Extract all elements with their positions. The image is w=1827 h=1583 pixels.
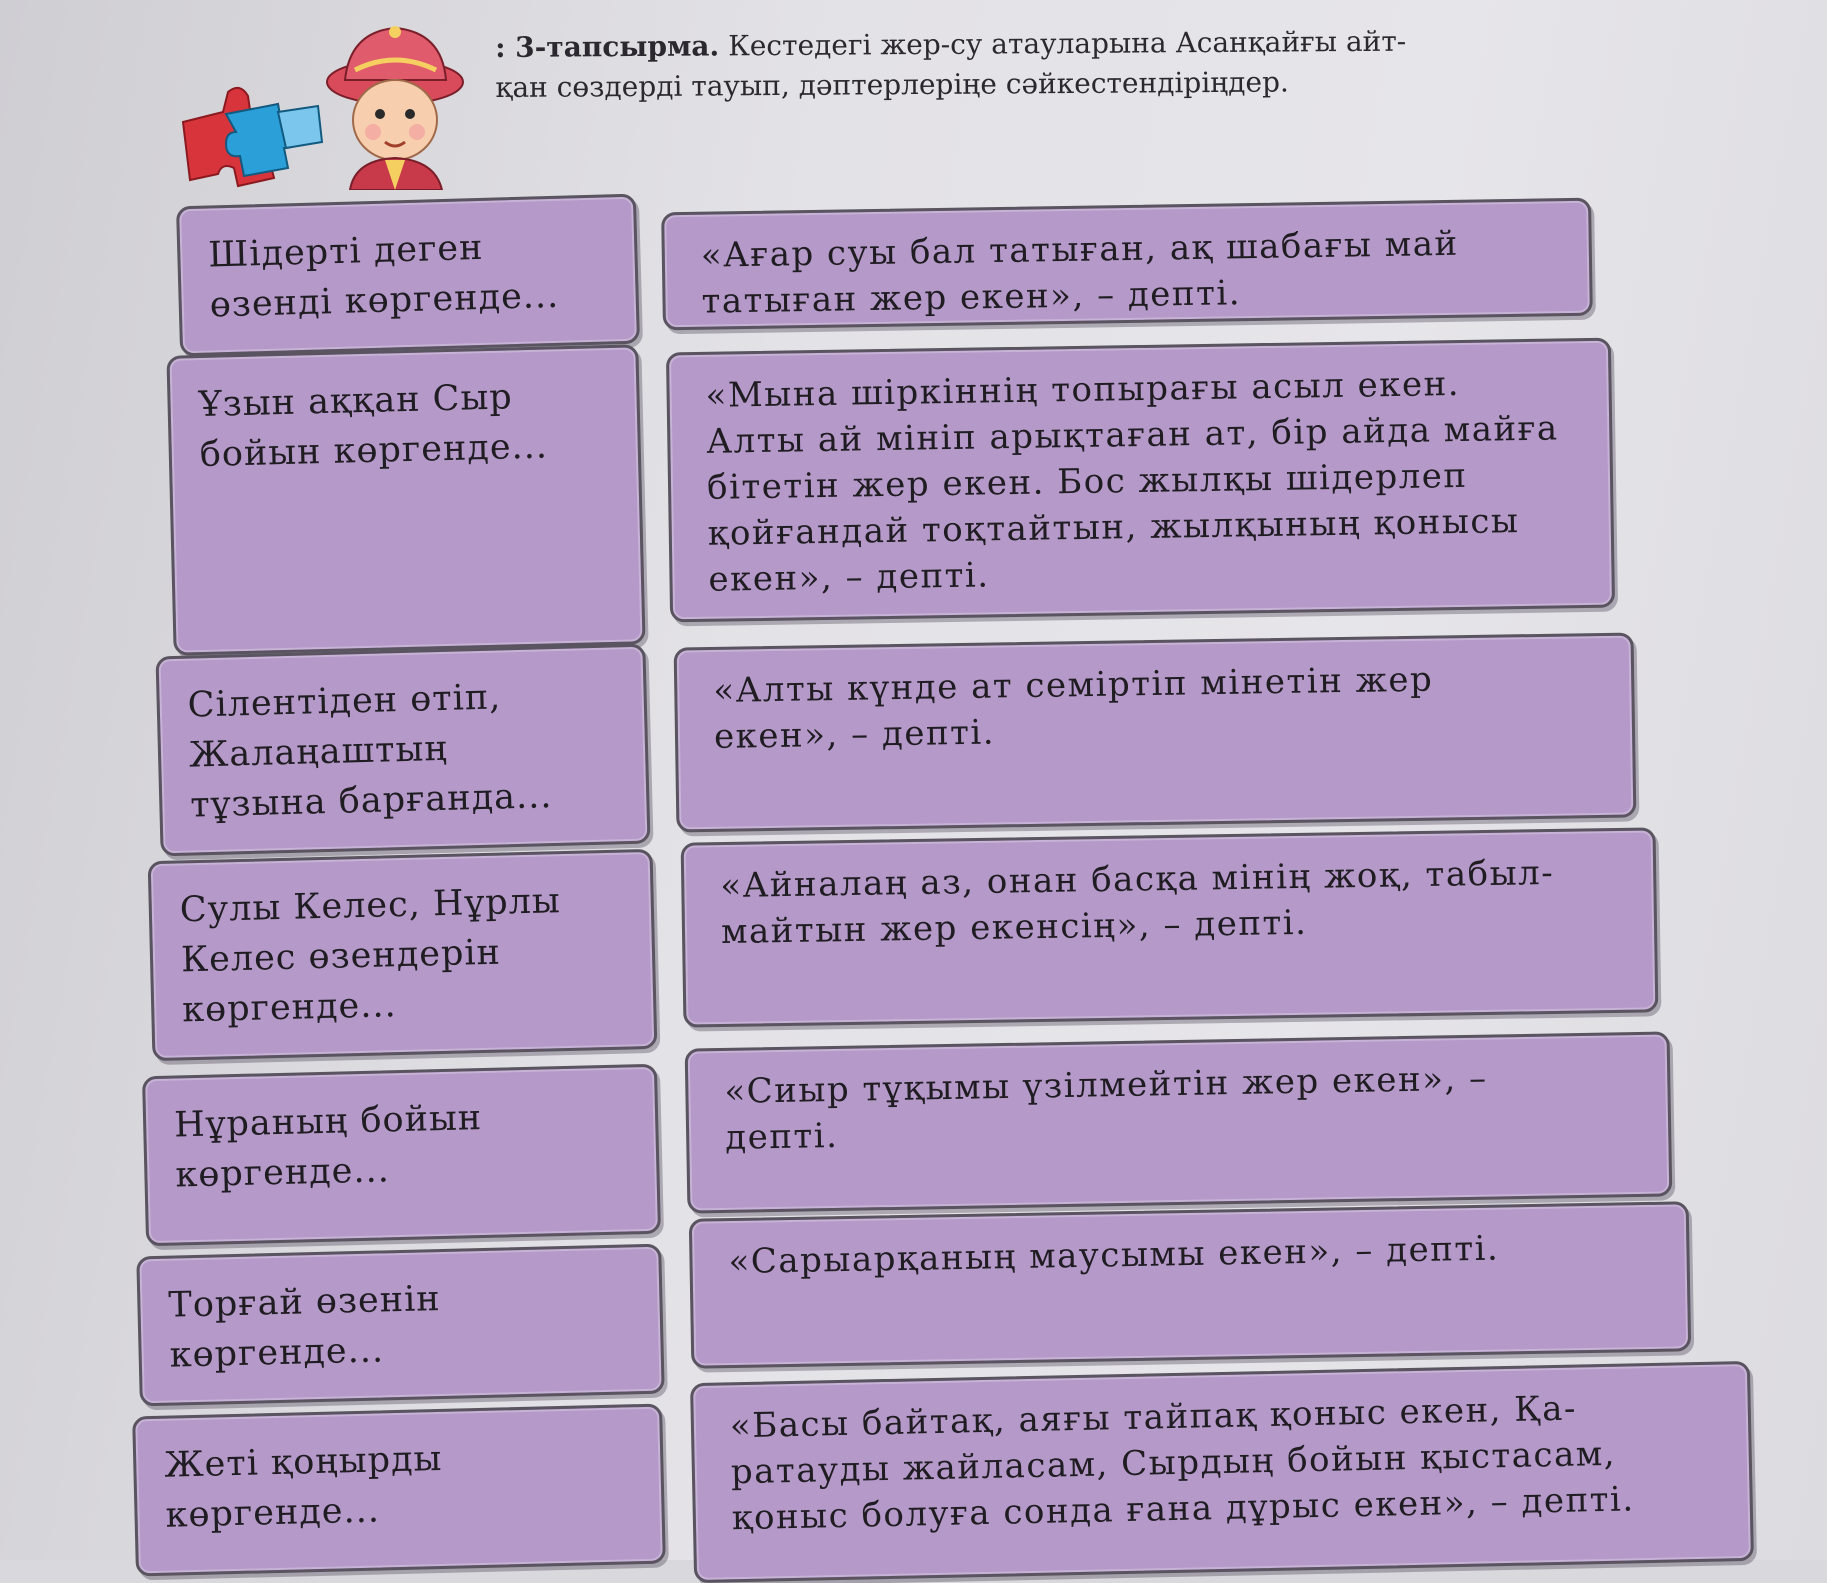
quote-card-2 — [666, 338, 1615, 623]
place-text: Сулы Келес, Нұрлы Келес өзендерін көргенде... — [179, 881, 562, 1031]
place-card-1 — [176, 194, 640, 357]
quote-text: «Алты күнде ат семіртіп мінетін жер екен», – депті. — [712, 659, 1434, 757]
place-text: Шідерті деген өзенді көргенде... — [207, 227, 560, 326]
place-text: Жеті қоңырды көргенде... — [163, 1438, 443, 1536]
place-text: Торғай өзенін көргенде... — [167, 1279, 442, 1376]
place-card-3 — [155, 644, 650, 857]
quote-card-6 — [689, 1201, 1691, 1368]
quote-card-5 — [685, 1031, 1673, 1213]
quote-card-7 — [690, 1361, 1754, 1583]
quote-text: «Басы байтақ, аяғы тайпақ қоныс екен, Қа- ратауды жайласам, Сырдың бойын қыстасам, қоныс болуға сонда ғана дұрыс екен», – депті. — [729, 1388, 1636, 1539]
quote-text: «Ағар суы бал татыған, ақ шабағы май татыған жер екен», – депті. — [700, 223, 1459, 322]
quote-card-1 — [661, 198, 1593, 331]
quote-text: «Айналаң аз, онан басқа мінің жоқ, табыл- майтын жер екенсің», – депті. — [719, 852, 1555, 953]
place-text: Ұзын аққан Сыр бойын көргенде... — [198, 377, 549, 476]
place-card-5 — [142, 1064, 661, 1247]
place-text: Сілентіден өтіп, Жалаңаштың тұзына барғанда... — [187, 677, 553, 826]
task-instruction: Кестедегі жер-су атауларына Асанқайғы айт- қан сөздерді тауып, дәптерлеріңе сәйкестендіріңдер. — [495, 24, 1407, 104]
quote-text: «Сиыр тұқымы үзілмейтін жер екен», – депті. — [724, 1058, 1488, 1158]
quote-text: «Сарыарқаның маусымы екен», – депті. — [728, 1228, 1500, 1283]
task-number: : 3-тапсырма. — [495, 29, 720, 64]
quote-card-3 — [674, 632, 1637, 832]
place-card-6 — [136, 1244, 665, 1407]
place-card-4 — [148, 849, 658, 1061]
quote-card-4 — [681, 827, 1659, 1027]
quote-text: «Мына шіркіннің топырағы асыл екен. Алты ай мініп арықтаған ат, бір айда майға бітетін жер екен. Бос жылқы шідерлеп қойғандай тоқтайтын, жылқының қонысы екен», – депті. — [705, 363, 1559, 600]
place-card-2 — [166, 344, 645, 655]
place-text: Нұраның бойын көргенде... — [173, 1098, 483, 1196]
place-card-7 — [132, 1404, 666, 1577]
